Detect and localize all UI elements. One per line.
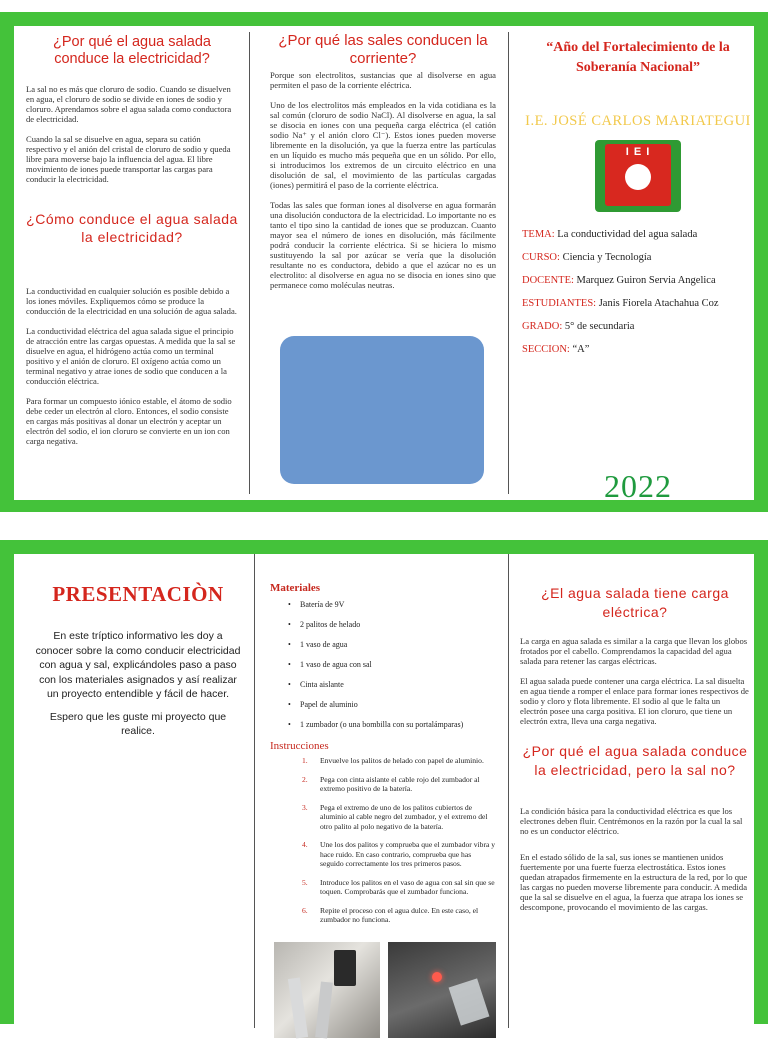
cover-field — [522, 274, 754, 288]
paragraph: La conductividad eléctrica del agua salada sigue el principio de atracción entre las cargas opuestas. A medida que la sal se disuelve en agua, el hidrógeno actúa como un terminal positivo y el anión de cloruro. El oxígeno actúa como un terminal negativo y atrae iones de sodio que conducen a la conducción eléctrica. — [26, 326, 236, 386]
cover-left-column — [26, 26, 238, 500]
paragraph: En este tríptico informativo les doy a conocer sobre la como conducir electricidad con agua y sal, explicándoles paso a paso con los materiales asignados y así realizar un proyecto entendible y fácil de hacer. — [35, 630, 241, 700]
step-number: 3. — [302, 802, 308, 812]
presentation-title: PRESENTACIÒN — [52, 582, 224, 606]
paragraph: La sal no es más que cloruro de sodio. Cuando se disuelven en agua, el cloruro de sodio se divide en iones de sodio y cloruro. Aprendamos sobre el agua salada como conductora de electricidad. — [26, 84, 232, 124]
bullet-icon: • — [288, 660, 291, 669]
bullet-icon: • — [288, 640, 291, 649]
paragraph: El agua salada puede contener una carga eléctrica. La sal disuelta en agua tiende a romper el enlace para formar iones respectivos de sodio y cloro y flota libremente. El sodio al que le falta un electrón posee una carga positiva. El ion cloruro, que tiene un electrón extra, lleva una carga negativa. — [520, 676, 749, 726]
cover-field-label: CURSO: — [522, 252, 560, 263]
battery-shape — [334, 950, 356, 986]
cover-field — [522, 228, 754, 242]
bullet-icon: • — [288, 720, 291, 729]
bullet-icon: • — [288, 600, 291, 609]
cover-right-column — [522, 26, 754, 504]
material-text: 1 vaso de agua con sal — [300, 660, 372, 669]
heading-salt-water-charge: ¿El agua salada tiene carga eléctrica? — [541, 585, 729, 620]
logo-text: I E I — [625, 146, 651, 158]
inside-panel — [14, 554, 754, 1034]
material-text: Papel de aluminio — [300, 700, 358, 709]
cover-field-label: TEMA: — [522, 229, 555, 240]
cover-year: 2022 — [604, 468, 672, 504]
material-text: Cinta aislante — [300, 680, 344, 689]
instruction-step — [302, 756, 496, 766]
step-number: 4. — [302, 840, 308, 849]
cover-field — [522, 251, 754, 265]
step-text: Une los dos palitos y comprueba que el zumbador vibra y hace ruido. En caso contrario, comprueba que has seguido correctamente los tres primeros pasos. — [320, 840, 496, 868]
cover-field-label: DOCENTE: — [522, 275, 574, 286]
foil-stick — [288, 977, 308, 1038]
instruction-step — [302, 840, 496, 869]
step-text: Introduce los palitos en el vaso de agua con sal sin que se toquen. Comprobarás que el zumbador funciona. — [320, 877, 495, 896]
cover-field-value: La conductividad del agua salada — [557, 229, 698, 240]
step-text: Repite el proceso con el agua dulce. En este caso, el zumbador no funciona. — [320, 905, 479, 924]
step-number: 5. — [302, 877, 308, 887]
cover-fields — [522, 228, 754, 357]
paragraph: Espero que les guste mi proyecto que realice. — [49, 710, 227, 737]
fold-line — [508, 554, 509, 1028]
material-item — [288, 600, 496, 610]
paragraph: En el estado sólido de la sal, sus iones se mantienen unidos fuertemente por una fuerte fuerza electrostática. Estos iones quedan atrapados firmemente en la estructura de la red, por lo que las cargas no pueden moverse libremente para conducir. A medida que la sal se disuelve en el agua, la fuerza que atrapa los iones se descompone, provocando el movimiento de las cargas. — [520, 852, 748, 912]
inside-sheet — [0, 540, 768, 1024]
inside-middle-column — [270, 554, 496, 1034]
paragraph: La condición básica para la conductividad eléctrica es que los electrones deben fluir. Centrémonos en la razón por la cual la sal no es un conductor eléctrico. — [520, 806, 743, 836]
school-name: I.E. JOSÉ CARLOS MARIATEGUI — [525, 113, 751, 129]
logo-emblem — [625, 164, 651, 190]
materials-heading: Materiales — [270, 582, 321, 594]
paragraph: Uno de los electrolitos más empleados en la vida cotidiana es la sal común (cloruro de sodio NaCl). Al disolverse en agua, la sal se disocia en iones con una pequeña carga eléctrica (el catión sodio Na⁺ y el anión cloro Cl⁻). Estos iones pueden moverse libremente en la disolución, ya que la fuerza entre las partículas en un líquido es mucho más pequeña que en un sólido. Por ello, si introducimos los extremos de un circuito eléctrico en una disolución de sal, el movimiento de las partículas cargadas (iones) permitirá el paso de la corriente eléctrica. — [270, 100, 496, 190]
material-item — [288, 720, 496, 730]
material-item — [288, 640, 496, 650]
material-item — [288, 680, 496, 690]
cover-field-value: 5° de secundaria — [564, 321, 635, 332]
cover-field-value: Marquez Guiron Servia Angelica — [576, 275, 716, 286]
step-number: 6. — [302, 905, 308, 915]
cover-field-label: SECCION: — [522, 344, 570, 355]
step-text: Envuelve los palitos de helado con papel de aluminio. — [320, 756, 484, 765]
cover-field — [522, 343, 754, 357]
cover-field — [522, 297, 754, 311]
step-text: Pega el extremo de uno de los palitos cubiertos de aluminio al cable negro del zumbador, y el extremo del otro palito al polo negativo de la batería. — [320, 802, 488, 831]
bullet-icon: • — [288, 620, 291, 629]
heading-why-salt-water: ¿Por qué el agua salada conduce la electricidad? — [53, 34, 211, 67]
step-number: 1. — [302, 756, 308, 765]
cover-sheet — [0, 12, 768, 512]
fold-line — [249, 32, 250, 494]
fold-line — [254, 554, 255, 1028]
inside-right-column — [520, 554, 750, 1034]
material-text: 1 zumbador (o una bombilla con su portalámparas) — [300, 720, 464, 729]
cover-field-value: Janis Fiorela Atachahua Coz — [598, 298, 719, 309]
materials-list — [270, 600, 496, 730]
material-item — [288, 620, 496, 630]
instruction-step — [302, 877, 496, 897]
instruction-step — [302, 802, 496, 832]
cover-field-value: Ciencia y Tecnología — [562, 252, 652, 263]
bullet-icon: • — [288, 680, 291, 689]
paragraph: Porque son electrolitos, sustancias que al disolverse en agua permiten el paso de la corriente eléctrica. — [270, 70, 496, 90]
school-logo — [595, 140, 681, 212]
cover-field-label: ESTUDIANTES: — [522, 298, 597, 309]
led-light — [432, 972, 442, 982]
cover-panel — [14, 26, 754, 504]
paragraph: La conductividad en cualquier solución es posible debido a los iones móviles. Expliquemos cómo se produce la conducción de la electricidad en una solución de agua salada. — [26, 286, 237, 316]
material-item — [288, 700, 496, 710]
foil-stick — [315, 982, 333, 1039]
material-text: 2 palitos de helado — [300, 620, 361, 629]
heading-why-salt-not: ¿Por qué el agua salada conduce la electricidad, pero la sal no? — [522, 743, 748, 778]
cover-field-label: GRADO: — [522, 321, 563, 332]
cover-middle-column — [270, 26, 496, 500]
step-text: Pega con cinta aislante el cable rojo del zumbador al extremo positivo de la batería. — [320, 774, 480, 793]
cover-field — [522, 320, 754, 334]
cover-field-value: “A” — [572, 344, 590, 355]
instructions-list — [270, 756, 496, 925]
instructions-heading: Instrucciones — [270, 740, 329, 752]
paragraph: Todas las sales que forman iones al disolverse en agua formarán una disolución conductora de la electricidad. Lo importante no es tanto el tipo sino la cantidad de iones que se produzcan. Cuanto mayor sea el número de iones en disolución, más fácilmente podrá conducir la corriente eléctrica. Si se hiciera lo mismo sustituyendo la sal por azúcar se vería que la disolución resultante no es conductora, debido a que el azúcar no es un electrolito: al disolverse en agua no se disocia en iones sino que permanece como moléculas neutras. — [270, 200, 496, 290]
heading-why-salts: ¿Por qué las sales conducen la corriente? — [278, 32, 488, 67]
paragraph: La carga en agua salada es similar a la carga que llevan los globos frotados por el cabello. Comprendamos la capacidad del agua salada para retener las cargas eléctricas. — [520, 636, 748, 666]
bullet-icon: • — [288, 700, 291, 709]
material-text: 1 vaso de agua — [300, 640, 348, 649]
inside-left-column — [34, 554, 242, 1034]
instruction-step — [302, 905, 496, 925]
blue-rounded-rectangle — [280, 336, 484, 484]
instruction-step — [302, 774, 496, 794]
year-motto: “Año del Fortalecimiento de la Soberanía Nacional” — [546, 40, 730, 75]
glass-shape — [449, 978, 490, 1025]
material-item — [288, 660, 496, 670]
heading-how-conducts: ¿Cómo conduce el agua salada la electricidad? — [26, 211, 238, 245]
fold-line — [508, 32, 509, 494]
paragraph: Para formar un compuesto iónico estable, el átomo de sodio debe ceder un electrón al cloro. Entonces, el sodio consiste en cargas más positivas al donar un electrón y aceptar un electrón del sodio, el ion cloruro se convierte en un ion con carga negativa. — [26, 396, 232, 446]
step-number: 2. — [302, 774, 308, 784]
material-text: Batería de 9V — [300, 600, 345, 609]
paragraph: Cuando la sal se disuelve en agua, separa su catión respectivo y el anión del cristal de cloruro de sodio y queda libre para moverse bajo la influencia del agua. El libre movimiento de iones puede transportar las cargas para conducir la electricidad. — [26, 134, 231, 184]
